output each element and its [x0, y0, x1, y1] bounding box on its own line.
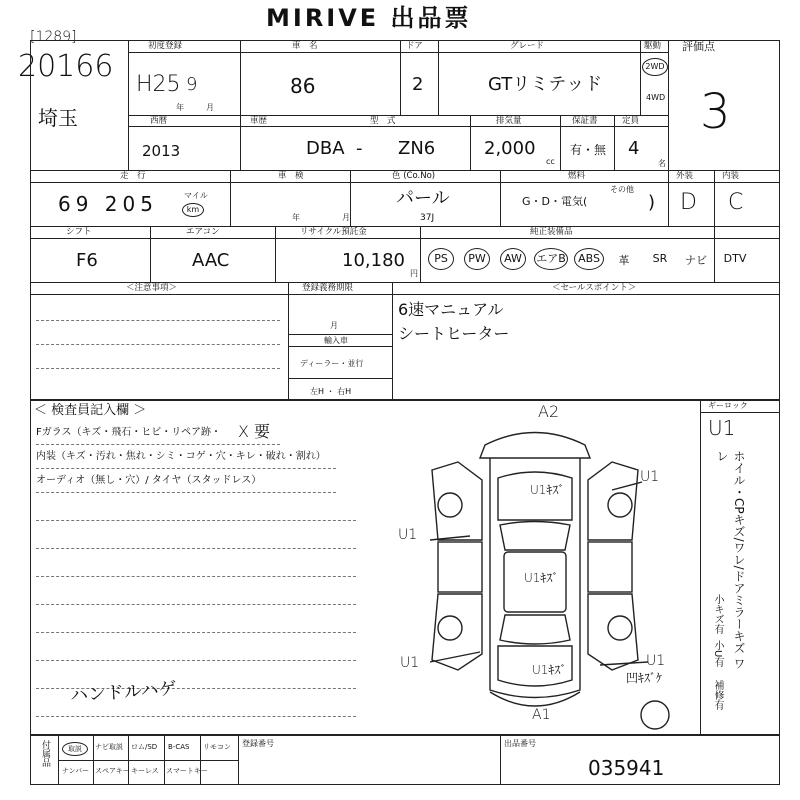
label-inspector: ＜ 検査員記入欄 ＞ [34, 403, 147, 418]
recycle-value: 10,180 [342, 250, 405, 271]
label-grade: グレード [510, 41, 545, 51]
drive-2wd-circle: 2WD [642, 58, 668, 76]
mileage-value: 69 205 [58, 192, 158, 216]
handwritten-note: ハンドルハゲ [69, 678, 178, 707]
fuel-value: G・D・電気( [522, 195, 588, 208]
lot-region: 埼玉 [38, 106, 78, 130]
wheel-fl-shape [438, 493, 462, 517]
car-name-value: 86 [290, 74, 316, 98]
displacement-value: 2,000 [484, 138, 536, 159]
right-rear-fender-shape [588, 594, 638, 670]
label-type: 型 式 [370, 116, 396, 126]
mark-a2: A2 [538, 402, 560, 421]
mark-left-upper: U1 [398, 527, 418, 543]
page-title: MIRIVE 出品票 [266, 4, 472, 32]
fuel-close: ) [648, 192, 656, 213]
label-fuel: 燃料 [568, 171, 586, 181]
label-recycle: リサイクル預託金 [300, 227, 367, 237]
capacity-value: 4 [628, 138, 640, 159]
doors-value: 2 [412, 74, 424, 95]
color-value: パール [396, 188, 450, 209]
label-equipment: 純正装備品 [530, 227, 573, 237]
first-reg-month: 9 [186, 74, 198, 95]
label-drive: 駆動 [644, 41, 662, 51]
first-reg-value: H25 [136, 72, 181, 97]
acc-smart-key: スマートキー [166, 767, 208, 775]
side-notes-small [706, 594, 722, 634]
equip-sr: SR [652, 252, 668, 265]
label-chassis: 車歴 [250, 116, 268, 126]
label-reg-number: 登録番号 [242, 739, 274, 748]
label-interior: 内装 [722, 171, 740, 181]
audio-line: オーディオ（無し・穴）/ タイヤ（スタッドレス） [36, 475, 262, 486]
type-b-value: ZN6 [398, 138, 436, 159]
grade-value: GTリミテッド [488, 74, 603, 95]
label-exhibit-no: 出品番号 [504, 739, 536, 748]
front-bumper-shape [480, 433, 590, 459]
month-suffix: 月 [206, 103, 214, 112]
label-mileage: 走 行 [120, 171, 146, 181]
km-unit-circle: km [182, 203, 204, 217]
exhibit-number: 035941 [588, 756, 665, 780]
mile-unit: マイル [184, 191, 208, 200]
fuel-other: その他 [610, 185, 634, 194]
label-color: 色 (Co.No) [392, 171, 436, 181]
label-sales-points: ＜セールスポイント＞ [552, 283, 637, 293]
sales-point-1: 6速マニュアル [398, 300, 504, 319]
mark-gear-lock: U1 [708, 416, 736, 440]
label-score: 評価点 [682, 40, 715, 53]
equip-dtv: DTV [723, 252, 747, 265]
label-accessories [38, 740, 52, 767]
exterior-value: D [680, 190, 697, 215]
side-notes-repair [706, 680, 722, 710]
aircon-value: AAC [192, 250, 230, 271]
lot-code: [1289] [30, 29, 77, 45]
color-no: 37J [420, 213, 435, 223]
mark-trunk: U1ｷｽﾞ [532, 663, 567, 677]
wheel-rl-shape [438, 616, 462, 640]
small-dent-text: 小U有 [712, 640, 723, 668]
cc-unit: cc [546, 157, 555, 166]
inspection-year: 年 [292, 213, 300, 222]
acc-keyless: キーレス [131, 767, 159, 775]
mark-a1: A1 [532, 707, 551, 723]
label-displacement: 排気量 [496, 116, 522, 126]
acc-navi-manual: ナビ取説 [95, 743, 123, 751]
side-notes-dent [706, 640, 722, 667]
mark-rear-dent: 凹ｷｽﾞｹ [626, 671, 663, 685]
label-handle: 左H ・ 右H [310, 387, 352, 396]
year-suffix: 年 [176, 103, 184, 112]
glass-mark: X 要 [238, 422, 271, 441]
inspection-month: 月 [342, 213, 350, 222]
left-front-fender-shape [432, 462, 482, 540]
label-transfer: 登録義務期限 [302, 283, 354, 293]
label-shift: シフト [66, 227, 92, 237]
mark-right-lower: U1 [646, 653, 666, 669]
acc-spare-key: スペアキー [95, 767, 130, 775]
sales-point-2: シートヒーター [398, 324, 510, 343]
label-year-model: 西暦 [150, 116, 168, 126]
recycle-unit: 円 [410, 269, 418, 278]
label-aircon: エアコン [186, 227, 220, 237]
label-doors: ドア [406, 41, 423, 51]
label-notes: ＜注意事項＞ [126, 283, 178, 293]
mark-hood: U1ｷｽﾞ [530, 483, 565, 497]
interior-value: C [728, 190, 744, 215]
label-import: 輸入車 [324, 336, 348, 345]
left-rear-fender-shape [432, 594, 482, 670]
accessories-text: 付属品 [40, 740, 50, 767]
glass-line: Fガラス（キズ・飛石・ヒビ・リペア跡・ [36, 427, 222, 438]
label-warranty: 保証書 [572, 116, 598, 126]
acc-plate: ナンバー [62, 767, 90, 775]
wheel-fr-shape [608, 493, 632, 517]
transfer-month: 月 [330, 321, 338, 330]
label-inspection: 車 検 [278, 171, 304, 181]
drive-4wd: 4WD [646, 93, 666, 102]
year-model-value: 2013 [142, 142, 181, 160]
interior-line: 内装（キズ・汚れ・焦れ・シミ・コゲ・穴・キレ・破れ・割れ） [36, 451, 326, 462]
label-car-name: 車 名 [292, 41, 318, 51]
acc-rom: ロム/SD [131, 743, 158, 751]
type-a-value: DBA [306, 138, 345, 159]
label-exterior: 外装 [676, 171, 694, 181]
equip-leather: 革 [618, 254, 630, 267]
mark-roof: U1ｷｽﾞ [524, 571, 559, 585]
label-capacity: 定員 [622, 116, 640, 126]
warranty-value: 有・無 [570, 143, 607, 157]
wheel-rr-shape [608, 616, 632, 640]
persons-unit: 名 [658, 159, 666, 168]
type-sep: - [356, 138, 363, 159]
side-notes-text: ホイル・CPキズ/ワレ/ドアミラーキズ ワレ [715, 450, 746, 670]
equip-pw: PW [464, 248, 490, 270]
equip-airbag: エアB [534, 248, 568, 270]
acc-remote: リモコン [203, 743, 231, 751]
right-door-shape [588, 542, 632, 592]
equip-ps: PS [428, 248, 454, 270]
equip-navi: ナビ [685, 254, 707, 267]
left-door-shape [438, 542, 482, 592]
rear-glass-shape [500, 615, 570, 644]
label-dealer: ディーラー・並行 [300, 359, 364, 368]
mark-left-lower: U1 [400, 655, 420, 671]
lot-number: 20166 [18, 49, 114, 84]
equip-aw: AW [500, 248, 526, 270]
spare-wheel-shape [641, 701, 669, 729]
shift-value: F6 [76, 250, 98, 271]
right-front-fender-shape [588, 462, 638, 540]
mark-right-upper: U1 [640, 469, 660, 485]
score-value: 3 [700, 84, 731, 140]
acc-bcas: B-CAS [168, 743, 190, 751]
equip-abs: ABS [574, 248, 604, 270]
acc-manual: 取説 [62, 742, 88, 756]
repair-text: 補修有 [712, 680, 723, 710]
small-scratch-text: 小キズ有 [712, 594, 723, 634]
windshield-shape [500, 522, 570, 551]
label-first-reg: 初度登録 [148, 41, 183, 51]
label-gear-lock: ギーロック [708, 401, 748, 410]
